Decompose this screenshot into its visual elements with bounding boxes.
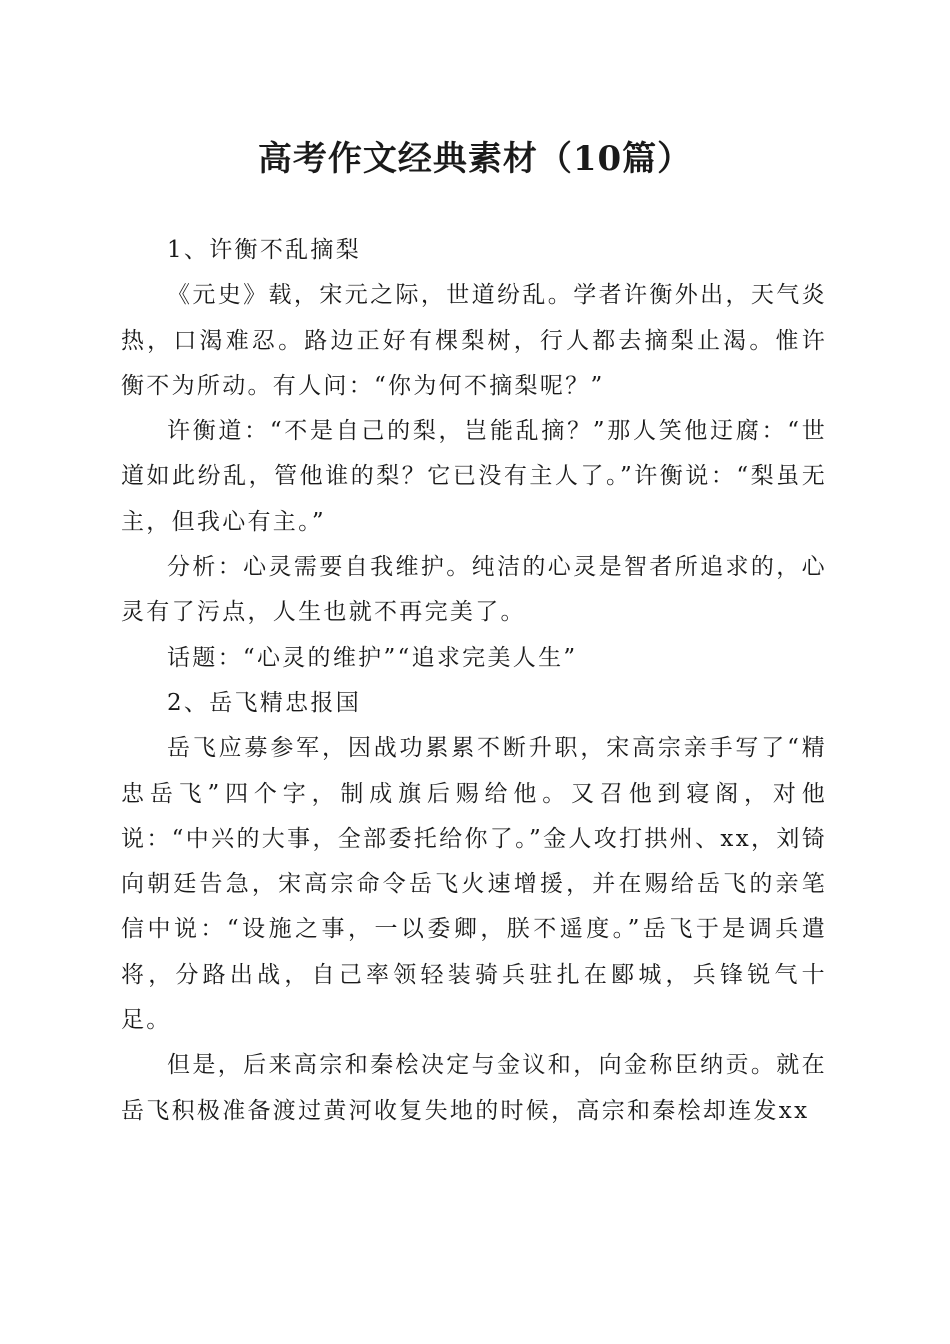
document-title: 高考作文经典素材（10篇）: [257, 139, 693, 179]
analysis-paragraph: 分析：心灵需要自我维护。纯洁的心灵是智者所追求的，心灵有了污点，人生也就不再完美了。: [121, 554, 827, 626]
section-heading-1: 1、许衡不乱摘梨: [167, 237, 362, 263]
document-body: [121, 228, 827, 1134]
paragraph: 但是，后来高宗和秦桧决定与金议和，向金称臣纳贡。就在岳飞积极准备渡过黄河收复失地的时候，高宗和秦桧却连发xx: [121, 1052, 827, 1124]
paragraph: 岳飞应募参军，因战功累累不断升职，宋高宗亲手写了“精忠岳飞”四个字，制成旗后赐给他。又召他到寝阁，对他说：“中兴的大事，全部委托给你了。”金人攻打拱州、xx，刘锜向朝廷告急，宋高宗命令岳飞火速增援，并在赐给岳飞的亲笔信中说：“设施之事，一以委卿，朕不遥度。”岳飞于是调兵遣将，分路出战，自己率领轻装骑兵驻扎在郾城，兵锋锐气十足。: [121, 735, 827, 1034]
topic-paragraph: 话题：“心灵的维护”“追求完美人生”: [167, 644, 578, 671]
paragraph: 许衡道：“不是自己的梨，岂能乱摘？”那人笑他迂腐：“世道如此纷乱，管他谁的梨？它已没有主人了。”许衡说：“梨虽无主，但我心有主。”: [121, 418, 827, 535]
section-heading-2: 2、岳飞精忠报国: [167, 689, 362, 716]
paragraph: 《元史》载，宋元之际，世道纷乱。学者许衡外出，天气炎热，口渴难忍。路边正好有棵梨树，行人都去摘梨止渴。惟许衡不为所动。有人问：“你为何不摘梨呢？”: [121, 282, 827, 399]
